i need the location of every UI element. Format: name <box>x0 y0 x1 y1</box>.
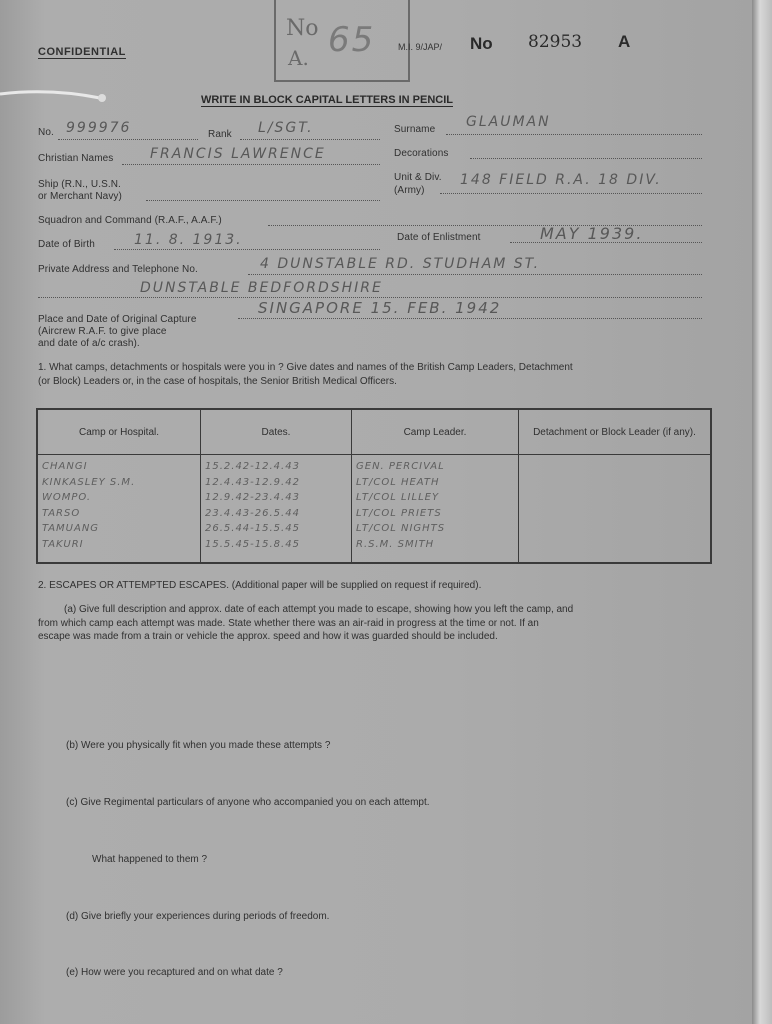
table-cell: KINKASLEY S.M. <box>42 476 136 488</box>
no-label: No. <box>38 127 54 138</box>
dob-label: Date of Birth <box>38 239 95 250</box>
table-cell: TARSO <box>42 507 81 519</box>
enlistment-value: MAY 1939. <box>540 224 644 243</box>
file-string-icon <box>0 88 108 102</box>
stamp-letter: A. <box>288 46 309 70</box>
table-cell: 26.5.44-15.5.45 <box>205 523 300 534</box>
surname-value: GLAUMAN <box>466 114 551 130</box>
detachment-column <box>519 455 712 564</box>
address-label: Private Address and Telephone No. <box>38 264 198 275</box>
table-cell: LT/COL PRIETS <box>356 507 442 519</box>
section-2-a-line-3: escape was made from a train or vehicle the approx. speed and how it was guarded should be included. <box>38 631 498 642</box>
table-cell: LT/COL LILLEY <box>356 492 440 503</box>
col-detachment-header: Detachment or Block Leader (if any). <box>519 409 712 455</box>
table-cell: 23.4.43-26.5.44 <box>205 507 300 519</box>
unit-label-1: Unit & Div. <box>394 172 442 183</box>
col-dates-header: Dates. <box>201 409 352 455</box>
enlistment-label: Date of Enlistment <box>397 232 481 243</box>
section-2-d: (d) Give briefly your experiences during periods of freedom. <box>66 911 330 922</box>
section-2-c: (c) Give Regimental particulars of anyone who accompanied you on each attempt. <box>66 797 430 808</box>
section-2-e: (e) How were you recaptured and on what date ? <box>66 967 283 978</box>
table-cell: LT/COL HEATH <box>356 476 440 488</box>
reference-stamp <box>274 0 410 82</box>
table-cell: TAMUANG <box>42 523 100 534</box>
stamp-no-label: No <box>286 16 319 41</box>
squadron-label: Squadron and Command (R.A.F., A.A.F.) <box>38 215 222 226</box>
christian-names-value: FRANCIS LAWRENCE <box>150 146 326 162</box>
section-2-a-line-1: (a) Give full description and approx. date of each attempt you made to escape, showing how you left the camp, and <box>64 604 574 615</box>
address-line1: 4 DUNSTABLE RD. STUDHAM ST. <box>260 256 541 272</box>
unit-value: 148 FIELD R.A. 18 DIV. <box>460 172 662 188</box>
question-1-line-1: 1. What camps, detachments or hospitals were you in ? Give dates and names of the British Camp Leaders, Detachment <box>38 362 573 373</box>
question-1-line-2: (or Block) Leaders or, in the case of hospitals, the Senior British Medical Officers. <box>38 376 397 387</box>
rank-value: L/SGT. <box>258 120 314 136</box>
stamp-number: 65 <box>328 20 376 60</box>
page-edge <box>752 0 772 1024</box>
camp-column <box>37 455 201 564</box>
table-cell: TAKURI <box>42 538 84 550</box>
ref-label: M.I. 9/JAP/ <box>398 42 443 52</box>
capture-label-3: and date of a/c crash). <box>38 338 140 349</box>
unit-label-2: (Army) <box>394 185 425 196</box>
table-cell: 15.2.42-12.4.43 <box>205 461 300 472</box>
table-cell: 12.4.43-12.9.42 <box>205 476 300 488</box>
table-cell: R.S.M. SMITH <box>356 538 435 550</box>
section-2-c-followup: What happened to them ? <box>92 854 208 865</box>
ship-label-2: or Merchant Navy) <box>38 191 122 202</box>
dob-value: 11. 8. 1913. <box>134 232 243 248</box>
table-cell: CHANGI <box>42 461 88 472</box>
camp-table <box>36 408 712 564</box>
capture-label-1: Place and Date of Original Capture <box>38 314 197 325</box>
confidential-label: CONFIDENTIAL <box>38 46 126 58</box>
ship-label-1: Ship (R.N., U.S.N. <box>38 179 121 190</box>
instruction-heading: WRITE IN BLOCK CAPITAL LETTERS IN PENCIL <box>201 94 453 106</box>
address-line2: DUNSTABLE BEDFORDSHIRE <box>140 280 383 296</box>
section-2-b: (b) Were you physically fit when you made these attempts ? <box>66 740 331 751</box>
table-cell: GEN. PERCIVAL <box>356 461 445 472</box>
rank-label: Rank <box>208 129 232 140</box>
dates-column <box>201 455 352 564</box>
table-cell: WOMPO. <box>42 492 92 503</box>
christian-names-label: Christian Names <box>38 153 114 164</box>
surname-label: Surname <box>394 124 436 135</box>
section-2-a-line-2: from which camp each attempt was made. State whether there was an air-raid in progress at the time or not. If an <box>38 618 539 629</box>
col-camp-header: Camp or Hospital. <box>37 409 201 455</box>
capture-label-2: (Aircrew R.A.F. to give place <box>38 326 167 337</box>
section-2-title: 2. ESCAPES OR ATTEMPTED ESCAPES. (Additional paper will be supplied on request if required). <box>38 580 482 591</box>
table-cell: LT/COL NIGHTS <box>356 523 446 534</box>
capture-value: SINGAPORE 15. FEB. 1942 <box>258 299 502 317</box>
serial-number: 82953 <box>528 32 583 52</box>
col-leader-header: Camp Leader. <box>352 409 519 455</box>
leader-column <box>352 455 519 564</box>
decorations-label: Decorations <box>394 148 449 159</box>
serial-suffix: A <box>618 32 631 51</box>
table-cell: 12.9.42-23.4.43 <box>205 492 300 503</box>
no-symbol: No <box>470 34 493 53</box>
table-cell: 15.5.45-15.8.45 <box>205 538 300 550</box>
no-value: 999976 <box>66 120 132 136</box>
